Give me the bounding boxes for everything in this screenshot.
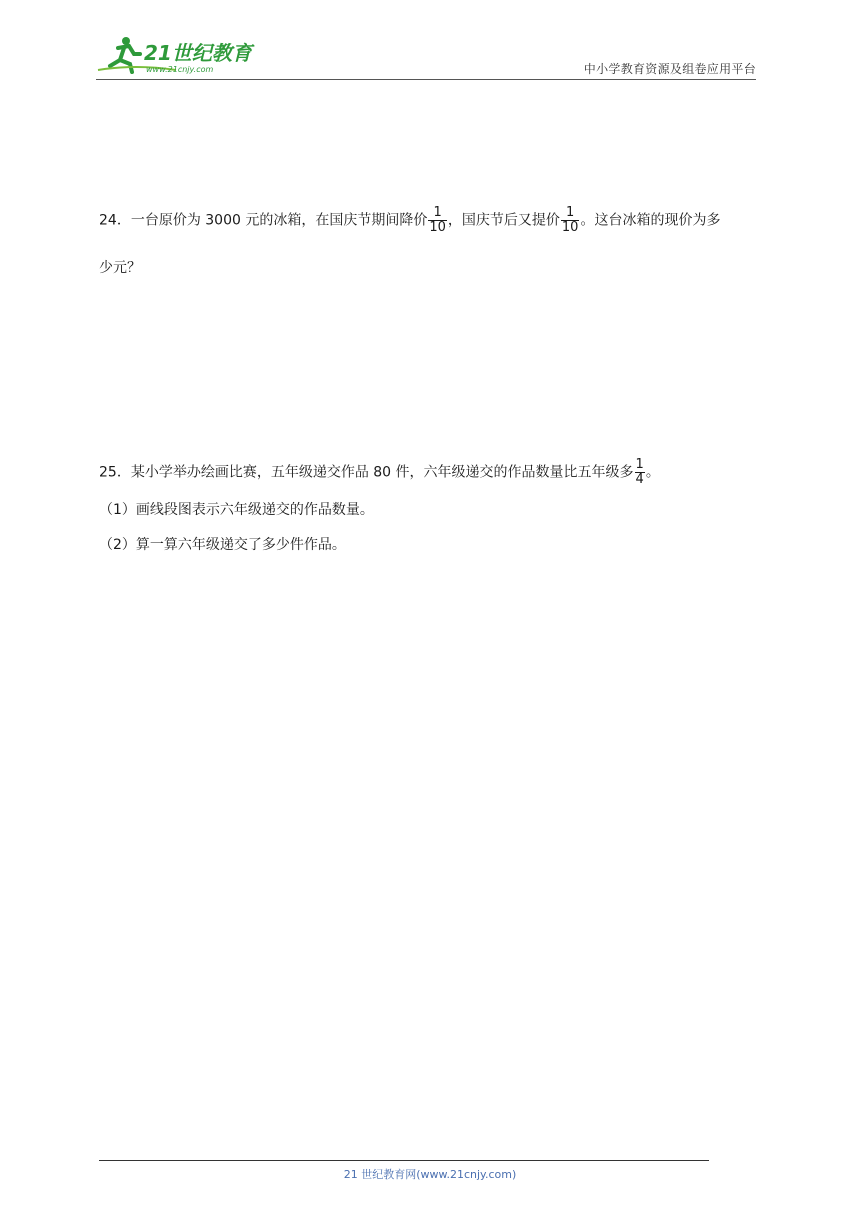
header-divider: [96, 79, 756, 80]
fraction-denominator: 10: [429, 220, 446, 235]
footer-link[interactable]: 21 世纪教育网(www.21cnjy.com): [343, 1168, 517, 1181]
question-text: 一台原价为 3000 元的冰箱，在国庆节期间降价: [130, 212, 428, 229]
fraction-numerator: 1: [635, 457, 644, 472]
question-text: 。这台冰箱的现价为多: [580, 212, 721, 229]
fraction-numerator: 1: [566, 205, 575, 220]
fraction-1-4: [635, 458, 645, 487]
question-24: [99, 206, 759, 235]
question-25-part-2: （2）算一算六年级递交了多少件作品。: [99, 537, 346, 553]
page-header: [96, 34, 756, 80]
question-text: ，国庆节后又提价: [447, 212, 560, 229]
question-24-continued: 少元？: [99, 260, 141, 276]
footer-divider: [99, 1160, 709, 1161]
fraction-denominator: 4: [635, 472, 644, 487]
question-25: [99, 458, 759, 487]
fraction-denominator: 10: [561, 220, 579, 235]
logo-url: www.21cnjy.com: [146, 65, 214, 74]
platform-name: 中小学教育资源及组卷应用平台: [583, 62, 756, 76]
fraction-1-10: [561, 206, 580, 235]
question-25-part-1: （1）画线段图表示六年级递交的作品数量。: [99, 502, 374, 518]
question-text: 。: [645, 464, 660, 481]
logo-21cnjy: [96, 34, 256, 76]
fraction-numerator: 1: [433, 205, 442, 220]
question-number: 24．: [99, 212, 131, 229]
question-text: 某小学举办绘画比赛，五年级递交作品 80 件，六年级递交的作品数量比五年级多: [130, 464, 634, 481]
question-number: 25．: [99, 464, 131, 481]
fraction-1-10: [428, 206, 447, 235]
logo-text: 21世纪教育: [144, 41, 252, 65]
